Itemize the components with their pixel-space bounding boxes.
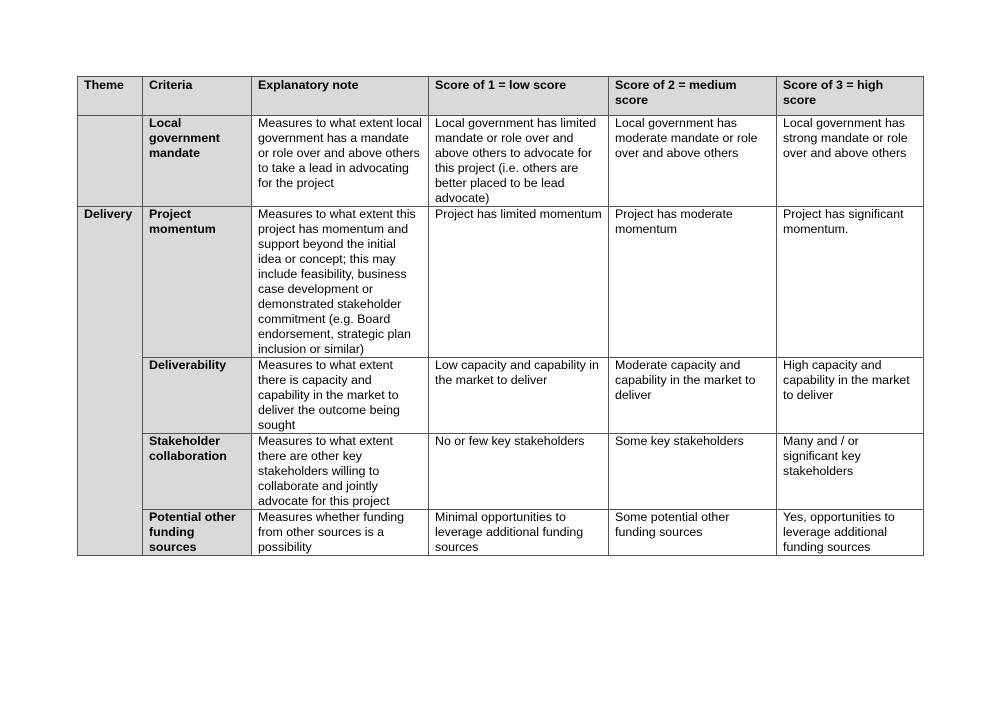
score2-cell: Some key stakeholders: [609, 434, 777, 510]
note-cell: Measures to what extent there is capacity and capability in the market to deliver the outcome being sought: [252, 358, 429, 434]
criteria-cell: Deliverability: [143, 358, 252, 434]
score3-cell: Project has significant momentum.: [777, 207, 924, 358]
note-cell: Measures to what extent local government has a mandate or role over and above others to take a lead in advocating for the project: [252, 116, 429, 207]
score1-cell: Minimal opportunities to leverage additional funding sources: [429, 510, 609, 556]
score2-cell: Some potential other funding sources: [609, 510, 777, 556]
score1-cell: No or few key stakeholders: [429, 434, 609, 510]
score3-cell: High capacity and capability in the market to deliver: [777, 358, 924, 434]
score1-cell: Project has limited momentum: [429, 207, 609, 358]
criteria-table: [77, 76, 924, 556]
header-theme: Theme: [78, 77, 143, 116]
table-row: [78, 358, 924, 434]
table-row: [78, 116, 924, 207]
score1-cell: Low capacity and capability in the market to deliver: [429, 358, 609, 434]
header-score-2: Score of 2 = medium score: [609, 77, 777, 116]
score3-cell: Many and / or significant key stakeholders: [777, 434, 924, 510]
criteria-cell: Stakeholder collaboration: [143, 434, 252, 510]
score3-cell: Local government has strong mandate or role over and above others: [777, 116, 924, 207]
table-row: [78, 434, 924, 510]
note-cell: Measures to what extent there are other key stakeholders willing to collaborate and jointly advocate for this project: [252, 434, 429, 510]
score2-cell: Project has moderate momentum: [609, 207, 777, 358]
header-score-1: Score of 1 = low score: [429, 77, 609, 116]
note-cell: Measures whether funding from other sources is a possibility: [252, 510, 429, 556]
theme-cell-delivery: Delivery: [78, 207, 143, 556]
criteria-cell: Potential other funding sources: [143, 510, 252, 556]
header-explanatory-note: Explanatory note: [252, 77, 429, 116]
header-score-3: Score of 3 = high score: [777, 77, 924, 116]
score2-cell: Moderate capacity and capability in the market to deliver: [609, 358, 777, 434]
score2-cell: Local government has moderate mandate or role over and above others: [609, 116, 777, 207]
table-row: [78, 207, 924, 358]
header-criteria: Criteria: [143, 77, 252, 116]
score3-cell: Yes, opportunities to leverage additional funding sources: [777, 510, 924, 556]
score1-cell: Local government has limited mandate or role over and above others to advocate for this project (i.e. others are better placed to be lead advocate): [429, 116, 609, 207]
note-cell: Measures to what extent this project has momentum and support beyond the initial idea or concept; this may include feasibility, business case development or demonstrated stakeholder commitment (e.g. Board endorsement, strategic plan inclusion or similar): [252, 207, 429, 358]
criteria-cell: Local government mandate: [143, 116, 252, 207]
criteria-cell: Project momentum: [143, 207, 252, 358]
theme-cell-empty: [78, 116, 143, 207]
table-row: [78, 510, 924, 556]
header-row: [78, 77, 924, 116]
